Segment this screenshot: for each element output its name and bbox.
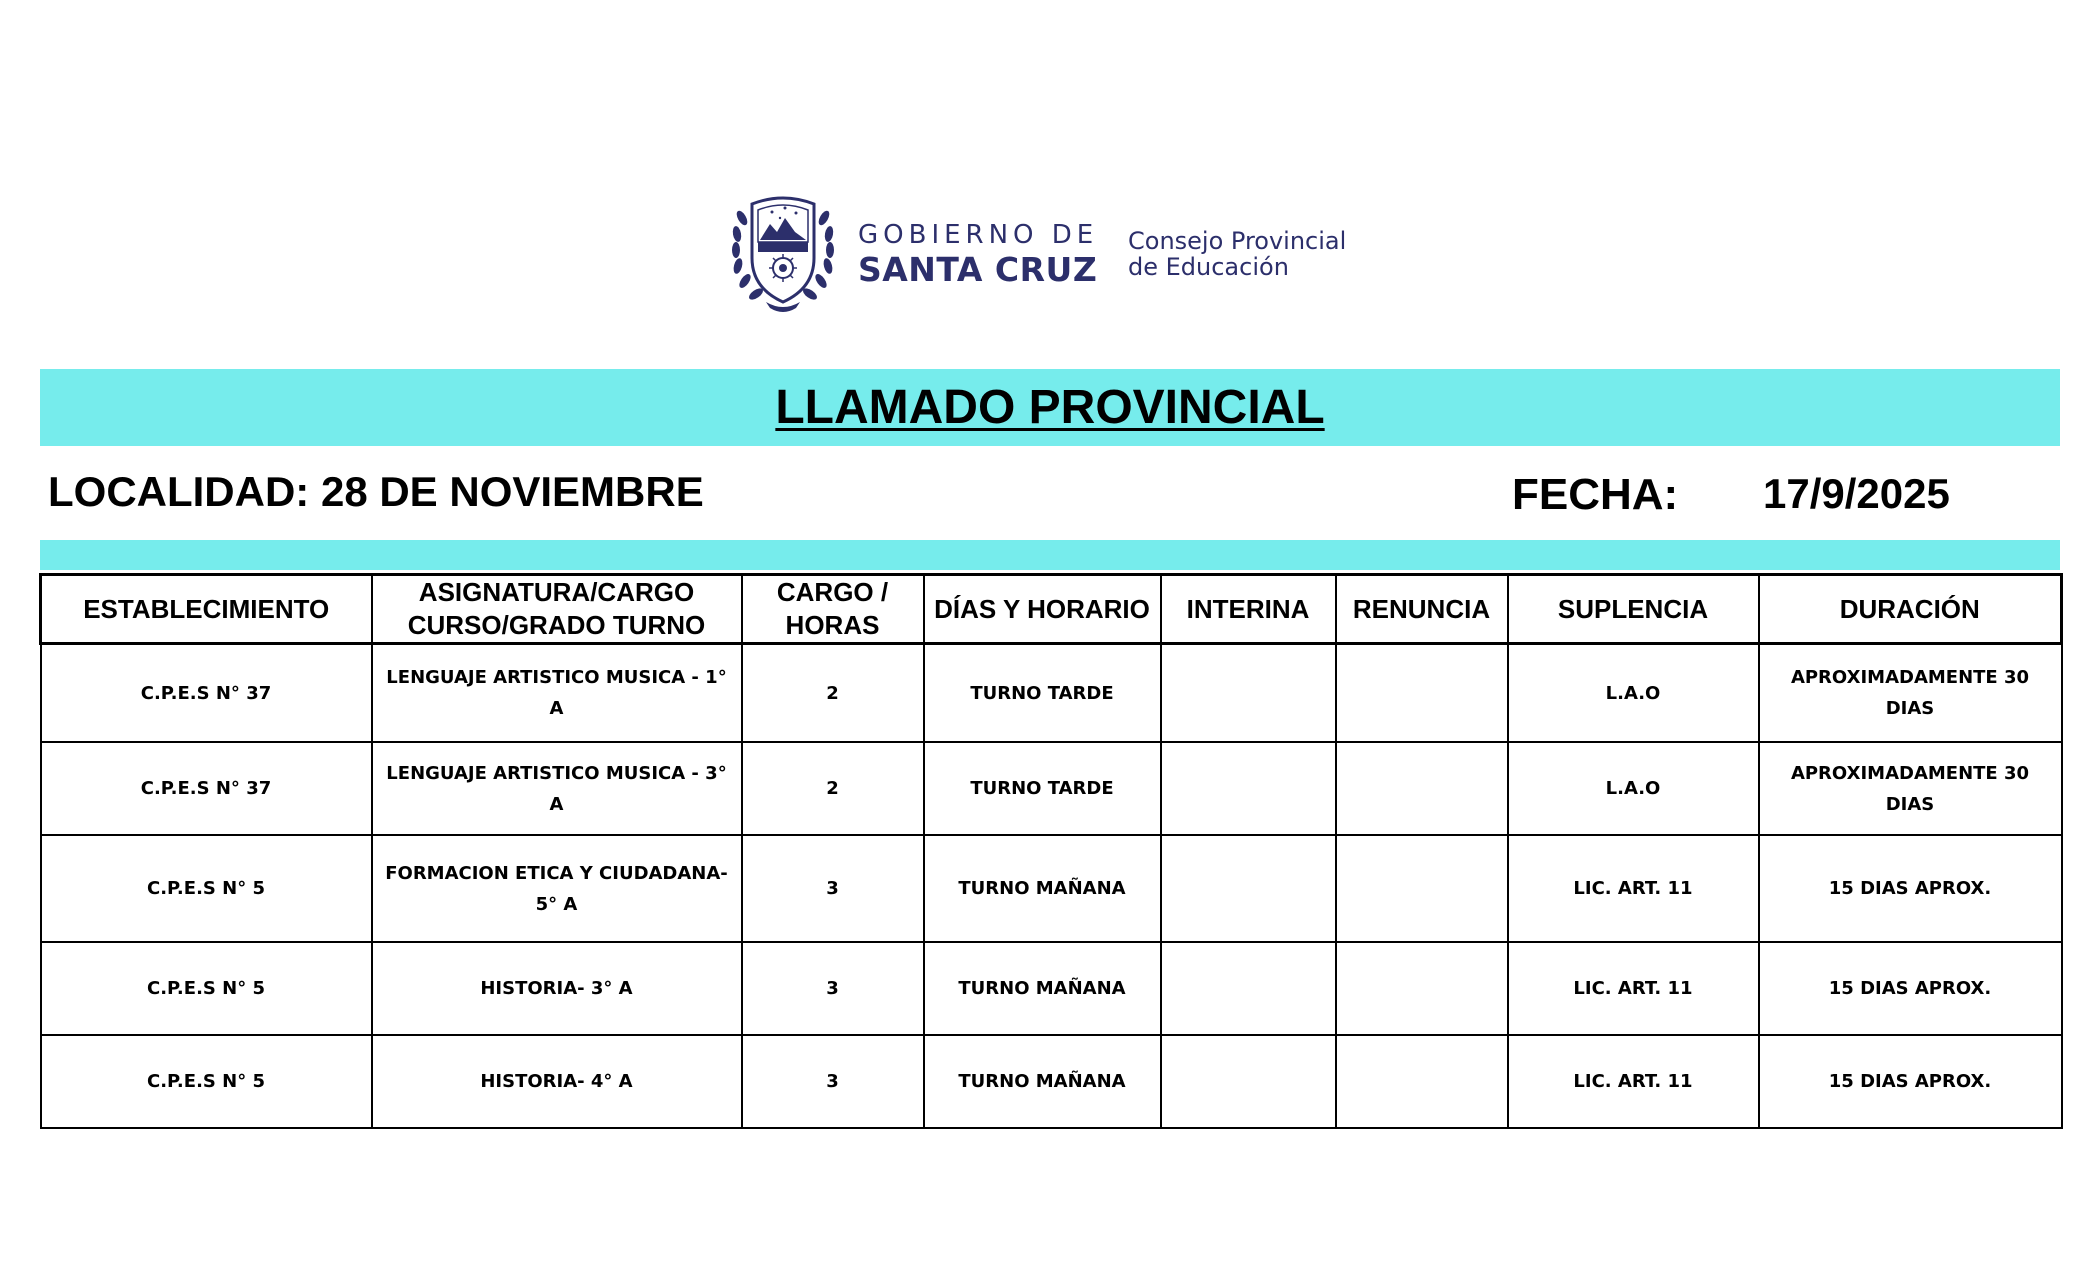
cell-dias-horario: TURNO MAÑANA (924, 942, 1161, 1035)
table-row (41, 942, 2062, 1035)
cell-dias-horario: TURNO TARDE (924, 742, 1161, 835)
divider-band (40, 540, 2060, 570)
cell-cargo-horas: 2 (742, 644, 924, 743)
cell-renuncia (1336, 942, 1508, 1035)
cell-asignatura: LENGUAJE ARTISTICO MUSICA - 3° A (372, 742, 742, 835)
cell-duracion: 15 DIAS APROX. (1759, 835, 2062, 942)
cell-suplencia: LIC. ART. 11 (1508, 1035, 1759, 1128)
positions-table (39, 573, 2063, 1129)
cell-asignatura: LENGUAJE ARTISTICO MUSICA - 1° A (372, 644, 742, 743)
government-name-line1: GOBIERNO DE (858, 220, 1099, 250)
provincial-seal-icon (730, 188, 836, 316)
cell-establecimiento: C.P.E.S N° 37 (41, 742, 372, 835)
header-suplencia: SUPLENCIA (1508, 575, 1759, 644)
cell-duracion: APROXIMADAMENTE 30 DIAS (1759, 644, 2062, 743)
cell-establecimiento: C.P.E.S N° 5 (41, 1035, 372, 1128)
cell-interina (1161, 1035, 1336, 1128)
title-band (40, 369, 2060, 446)
council-name-line2: de Educación (1128, 253, 1289, 281)
cell-interina (1161, 742, 1336, 835)
header-cargo-horas: CARGO / HORAS (742, 575, 924, 644)
cell-duracion: 15 DIAS APROX. (1759, 1035, 2062, 1128)
cell-renuncia (1336, 835, 1508, 942)
table-row (41, 742, 2062, 835)
cell-asignatura: HISTORIA- 4° A (372, 1035, 742, 1128)
cell-cargo-horas: 3 (742, 942, 924, 1035)
table-row (41, 644, 2062, 743)
cell-renuncia (1336, 1035, 1508, 1128)
header-dias-horario: DÍAS Y HORARIO (924, 575, 1161, 644)
table-row (41, 1035, 2062, 1128)
header-establecimiento: ESTABLECIMIENTO (41, 575, 372, 644)
locality-label: LOCALIDAD: 28 DE NOVIEMBRE (48, 468, 704, 515)
table-header-row (41, 575, 2062, 644)
cell-cargo-horas: 3 (742, 835, 924, 942)
cell-interina (1161, 942, 1336, 1035)
header-renuncia: RENUNCIA (1336, 575, 1508, 644)
council-name-line1: Consejo Provincial (1128, 227, 1347, 255)
page-title: LLAMADO PROVINCIAL (775, 381, 1325, 434)
cell-establecimiento: C.P.E.S N° 5 (41, 942, 372, 1035)
cell-cargo-horas: 3 (742, 1035, 924, 1128)
cell-suplencia: LIC. ART. 11 (1508, 835, 1759, 942)
cell-dias-horario: TURNO MAÑANA (924, 835, 1161, 942)
government-name-line2: SANTA CRUZ (858, 250, 1098, 289)
cell-asignatura: FORMACION ETICA Y CIUDADANA- 5° A (372, 835, 742, 942)
cell-dias-horario: TURNO TARDE (924, 644, 1161, 743)
cell-interina (1161, 644, 1336, 743)
cell-establecimiento: C.P.E.S N° 37 (41, 644, 372, 743)
header-interina: INTERINA (1161, 575, 1336, 644)
government-logo (730, 188, 1370, 316)
header-asignatura: ASIGNATURA/CARGO CURSO/GRADO TURNO (372, 575, 742, 644)
cell-dias-horario: TURNO MAÑANA (924, 1035, 1161, 1128)
date-value: 17/9/2025 (1763, 470, 1950, 517)
cell-asignatura: HISTORIA- 3° A (372, 942, 742, 1035)
cell-duracion: APROXIMADAMENTE 30 DIAS (1759, 742, 2062, 835)
table-row (41, 835, 2062, 942)
cell-suplencia: L.A.O (1508, 742, 1759, 835)
cell-cargo-horas: 2 (742, 742, 924, 835)
cell-suplencia: LIC. ART. 11 (1508, 942, 1759, 1035)
cell-interina (1161, 835, 1336, 942)
cell-renuncia (1336, 644, 1508, 743)
date-label: FECHA: (1512, 470, 1679, 519)
cell-suplencia: L.A.O (1508, 644, 1759, 743)
cell-duracion: 15 DIAS APROX. (1759, 942, 2062, 1035)
header-duracion: DURACIÓN (1759, 575, 2062, 644)
cell-establecimiento: C.P.E.S N° 5 (41, 835, 372, 942)
cell-renuncia (1336, 742, 1508, 835)
council-name (1128, 228, 1346, 280)
